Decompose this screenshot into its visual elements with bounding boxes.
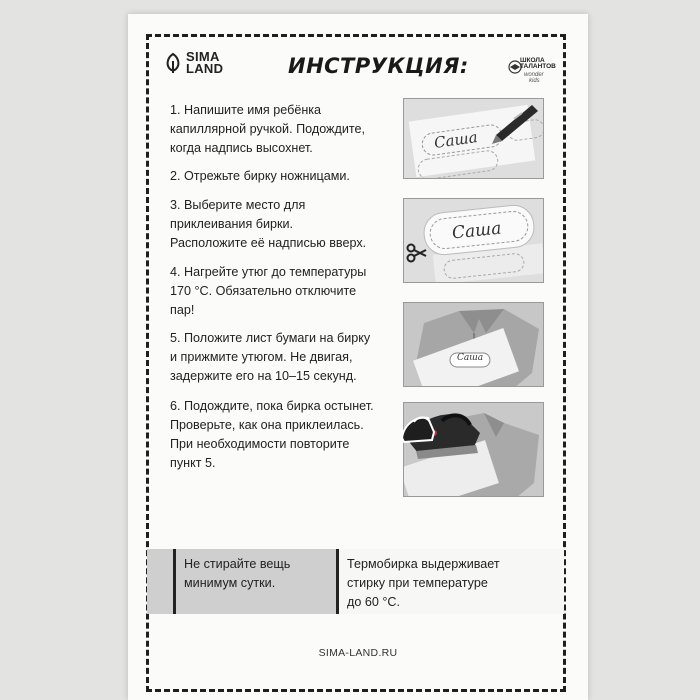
- school-line3: wonder: [524, 72, 544, 78]
- step-3: [170, 196, 396, 253]
- sima-land-logo: [164, 51, 223, 75]
- shirt-image: [404, 303, 544, 387]
- label-name-1: Саша: [432, 128, 479, 152]
- step-2: [170, 167, 396, 186]
- school-line1: ШКОЛА: [520, 57, 545, 64]
- step-5-line-3: задержите его на 10–15 секунд.: [170, 369, 357, 383]
- label-name-3: Саша: [457, 353, 484, 363]
- note-wash-temperature: [336, 549, 536, 614]
- logo-line2: LAND: [186, 61, 224, 76]
- step-6-line-3: При необходимости повторите: [170, 437, 350, 451]
- school-line4: kids: [529, 78, 540, 84]
- note-left-line-2: минимум сутки.: [184, 576, 276, 590]
- step-6-line-1: 6. Подождите, пока бирка остынет.: [170, 399, 374, 413]
- site-url: SIMA-LAND.RU: [318, 647, 398, 659]
- step-1-line-2: капиллярной ручкой. Подождите,: [170, 122, 365, 136]
- step-1-line-1: 1. Напишите имя ребёнка: [170, 103, 322, 117]
- illustration-shirt-label: [403, 302, 544, 387]
- step-5-line-2: и прижмите утюгом. Не двигая,: [170, 350, 353, 364]
- step-4: [170, 263, 396, 320]
- sima-land-leaf-icon: [164, 52, 182, 74]
- note-right-line-1: Термобирка выдерживает: [347, 557, 500, 571]
- school-line2: ТАЛАНТОВ: [520, 63, 556, 70]
- instruction-sheet: [128, 14, 588, 700]
- iron-icon: [400, 412, 436, 446]
- page-title: ИНСТРУКЦИЯ:: [288, 54, 469, 78]
- step-4-line-3: пар!: [170, 303, 195, 317]
- note-right-line-3: до 60 °С.: [347, 595, 400, 609]
- logo-line1: SIMA: [186, 49, 220, 64]
- illustration-cut-label: [403, 198, 544, 283]
- step-1-line-3: когда надпись высохнет.: [170, 141, 313, 155]
- note-left-line-1: Не стирайте вещь: [184, 557, 291, 571]
- step-3-line-1: 3. Выберите место для: [170, 198, 306, 212]
- notes-bar: [147, 549, 564, 614]
- step-4-line-1: 4. Нагрейте утюг до температуры: [170, 265, 367, 279]
- step-4-line-2: 170 °С. Обязательно отключите: [170, 284, 357, 298]
- note-right-line-2: стирку при температуре: [347, 576, 488, 590]
- step-1: [170, 101, 396, 158]
- step-6-line-2: Проверьте, как она приклеилась.: [170, 418, 364, 432]
- illustration-write-name: [403, 98, 544, 179]
- step-3-line-3: Расположите её надписью вверх.: [170, 236, 367, 250]
- step-3-line-2: приклеивания бирки.: [170, 217, 294, 231]
- step-5: [170, 329, 396, 386]
- step-2-line-1: 2. Отрежьте бирку ножницами.: [170, 169, 350, 183]
- step-5-line-1: 5. Положите лист бумаги на бирку: [170, 331, 371, 345]
- step-6-line-4: пункт 5.: [170, 456, 216, 470]
- school-logo: [508, 57, 556, 90]
- scissors-icon: [406, 242, 428, 264]
- note-no-wash: [173, 549, 323, 614]
- label-name-2: Саша: [451, 218, 503, 244]
- step-6: [170, 397, 396, 473]
